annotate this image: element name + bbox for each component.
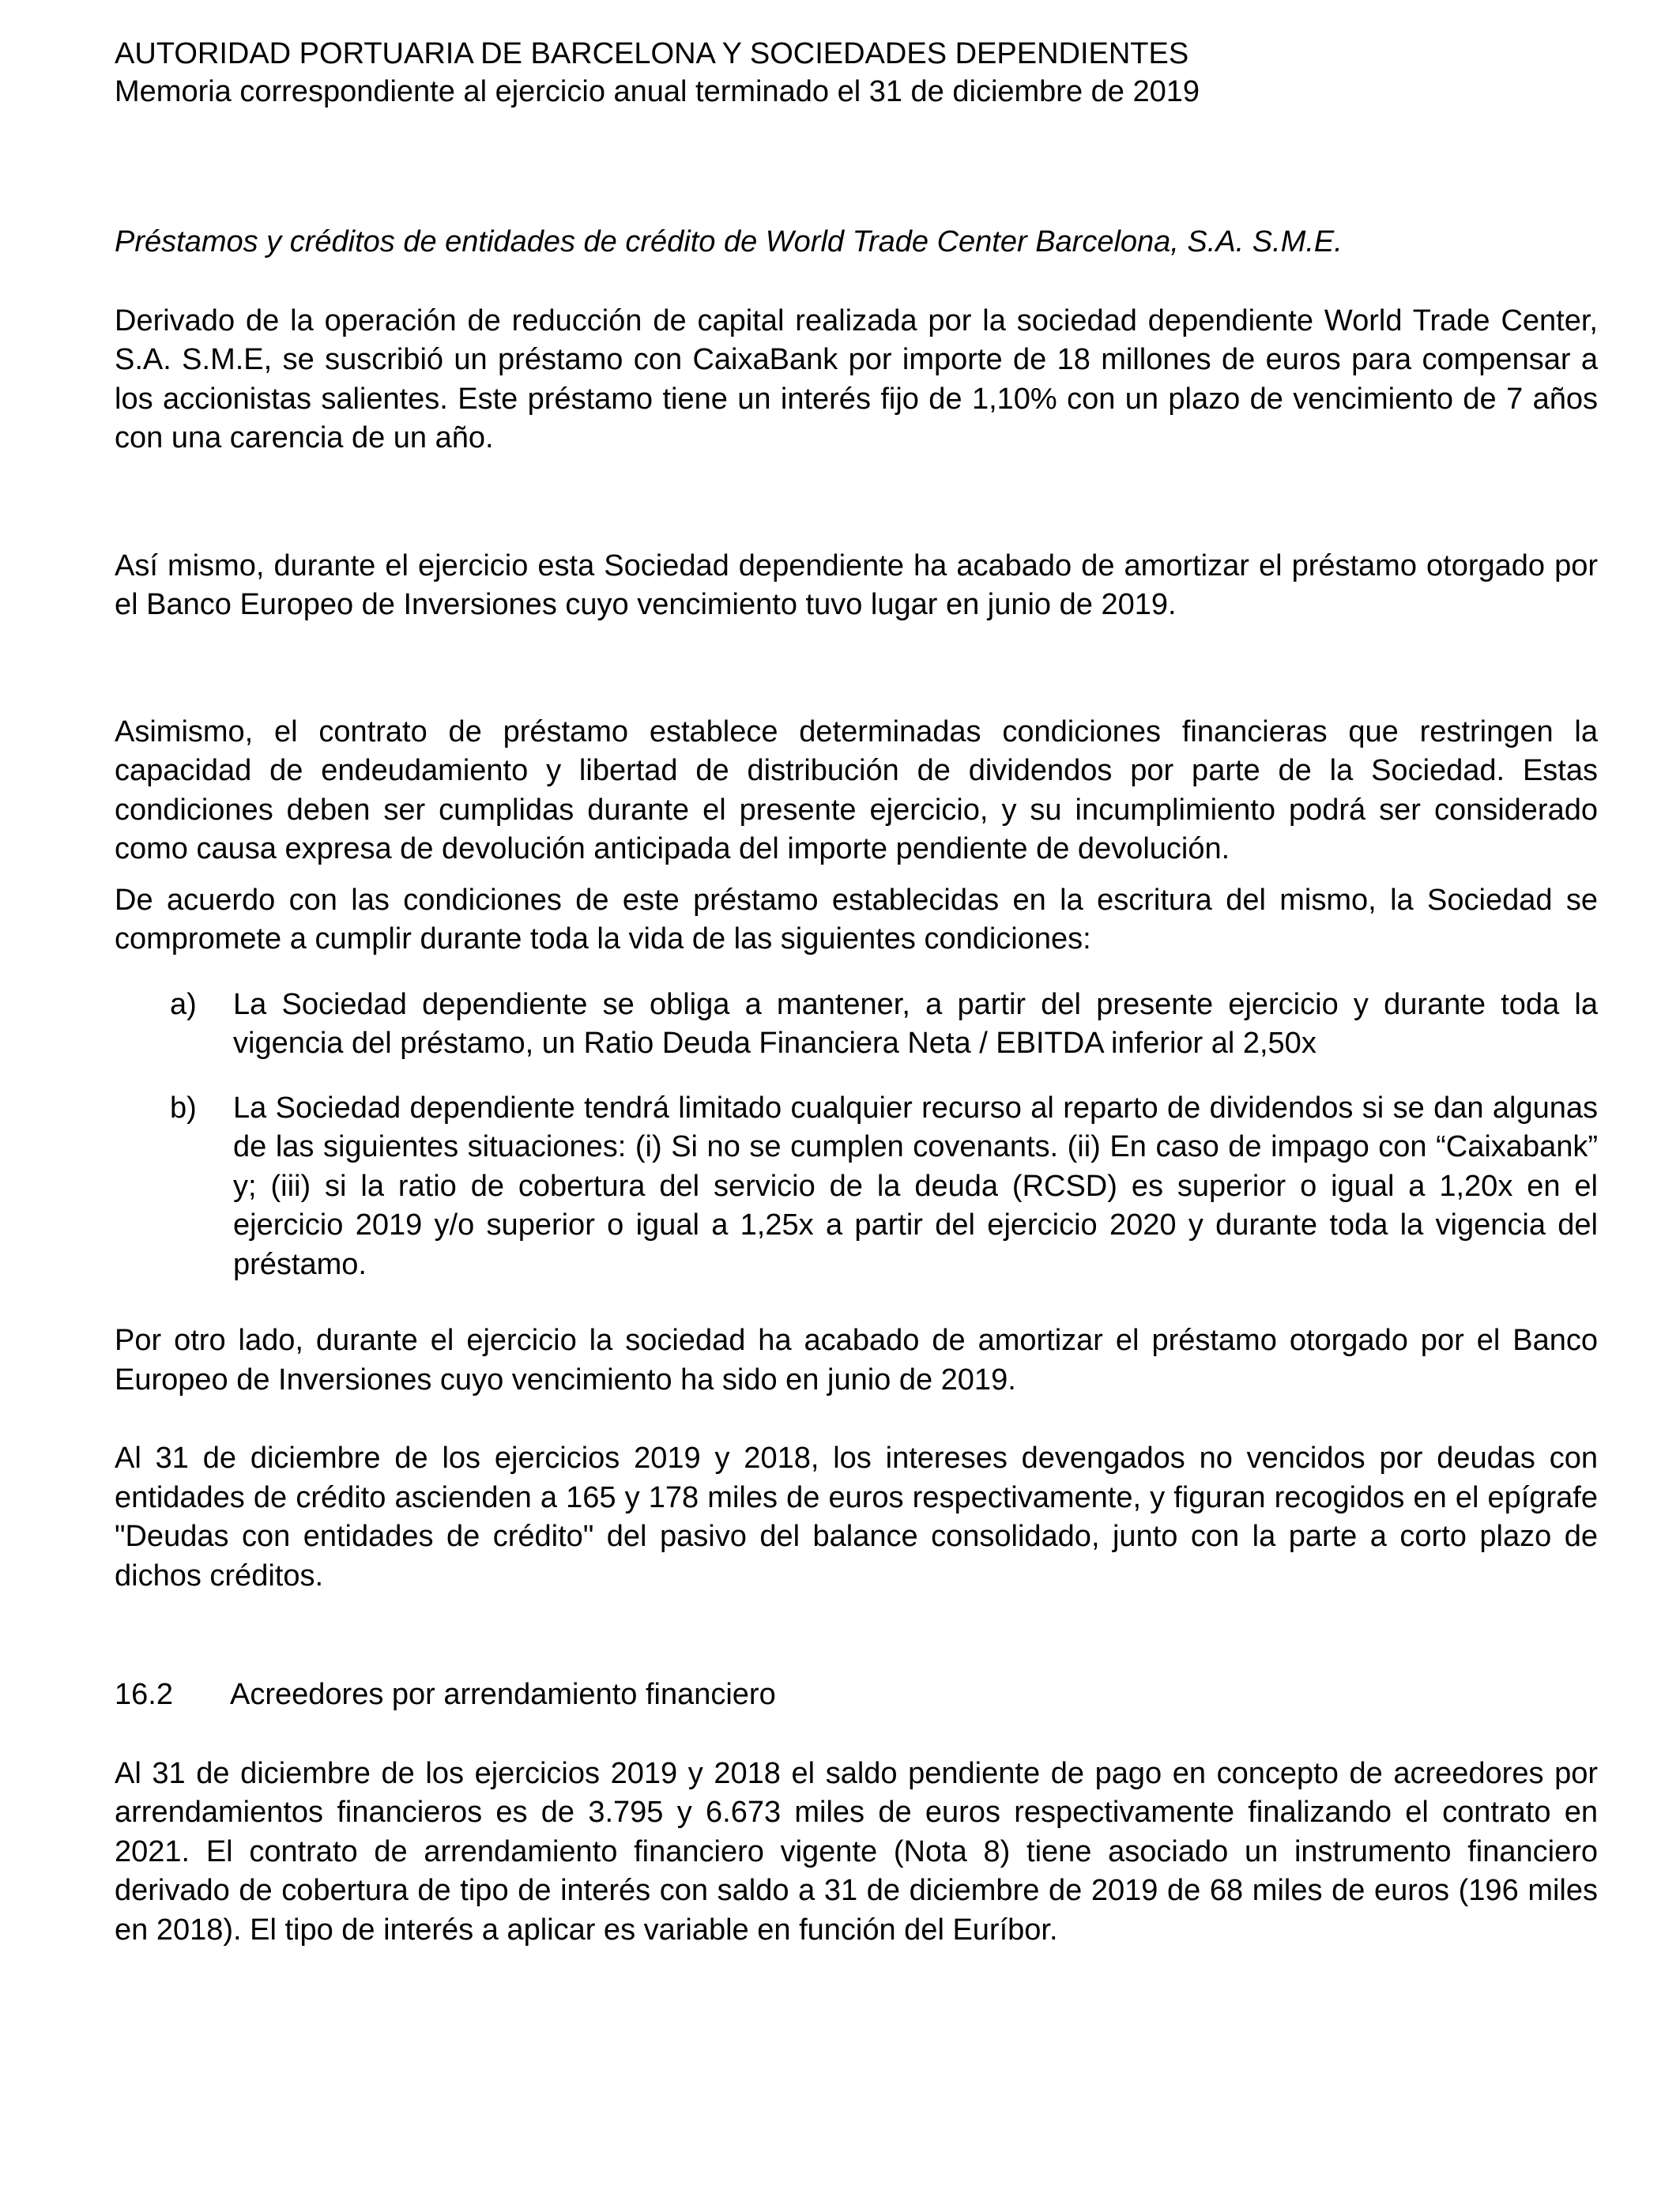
condition-item-b (115, 1089, 1598, 1285)
document-page (115, 35, 1598, 1950)
header-title: AUTORIDAD PORTUARIA DE BARCELONA Y SOCIEDADES DEPENDIENTES (115, 37, 1189, 70)
condition-text: La Sociedad dependiente se obliga a mantener, a partir del presente ejercicio y durante toda la vigencia del préstamo, un Ratio Deuda Financiera Neta / EBITDA inferior al 2,50x (233, 987, 1598, 1060)
condition-text: La Sociedad dependiente tendrá limitado cualquier recurso al reparto de dividendos si se dan algunas de las siguientes situaciones: (i) Si no se cumplen covenants. (ii) En caso de impago con “Caixabank” y; (iii) si la ratio de cobertura del servicio de la deuda (RCSD) es superior o igual a 1,20x en el ejercicio 2019 y/o superior o igual a 1,25x a partir del ejercicio 2020 y durante toda la vigencia del préstamo. (233, 1091, 1598, 1281)
paragraph-bei-loan: Así mismo, durante el ejercicio esta Sociedad dependiente ha acabado de amortizar el préstamo otorgado por el Banco Europeo de Inversiones cuyo vencimiento tuvo lugar en junio de 2019. (115, 548, 1598, 621)
list-marker: b) (170, 1091, 197, 1125)
section-heading-16-2 (115, 1676, 1598, 1715)
paragraph-accrued-interest: Al 31 de diciembre de los ejercicios 2019 y 2018, los intereses devengados no vencidos por deudas con entidades de crédito ascienden a 165 y 178 miles de euros respectivamente, y figuran recogidos en el epígrafe "Deudas con entidades de crédito" del pasivo del balance consolidado, junto con la parte a corto plazo de dichos créditos. (115, 1442, 1598, 1593)
paragraph-bei-amortization: Por otro lado, durante el ejercicio la sociedad ha acabado de amortizar el préstamo otorgado por el Banco Europeo de Inversiones cuyo vencimiento ha sido en junio de 2019. (115, 1324, 1598, 1397)
section-number: 16.2 (115, 1678, 173, 1711)
condition-item-a (115, 986, 1598, 1064)
list-marker: a) (170, 987, 197, 1021)
header-subtitle: Memoria correspondiente al ejercicio anual terminado el 31 de diciembre de 2019 (115, 75, 1200, 108)
paragraph-finance-lease: Al 31 de diciembre de los ejercicios 2019 y 2018 el saldo pendiente de pago en concepto de acreedores por arrendamientos financieros es de 3.795 y 6.673 miles de euros respectivamente finalizando el contrato en 2021. El contrato de arrendamiento financiero vigente (Nota 8) tiene asociado un instrumento financiero derivado de cobertura de tipo de interés con saldo a 31 de diciembre de 2019 de 68 miles de euros (196 miles en 2018). El tipo de interés a aplicar es variable en función del Euríbor. (115, 1756, 1598, 1947)
document-header (115, 35, 1598, 111)
paragraph-commitments: De acuerdo con las condiciones de este préstamo establecidas en la escritura del mismo, la Sociedad se compromete a cumplir durante toda la vida de las siguientes condiciones: (115, 883, 1598, 956)
section-subtitle: Préstamos y créditos de entidades de crédito de World Trade Center Barcelona, S.A. S.M.E. (115, 225, 1343, 258)
section-title: Acreedores por arrendamiento financiero (230, 1678, 776, 1711)
paragraph-loan-conditions: Asimismo, el contrato de préstamo establece determinadas condiciones financieras que restringen la capacidad de endeudamiento y libertad de distribución de dividendos por parte de la Sociedad. Estas condiciones deben ser cumplidas durante el presente ejercicio, y su incumplimiento podrá ser considerado como causa expresa de devolución anticipada del importe pendiente de devolución. (115, 714, 1598, 865)
paragraph-loan-caixabank: Derivado de la operación de reducción de capital realizada por la sociedad dependiente World Trade Center, S.A. S.M.E, se suscribió un préstamo con CaixaBank por importe de 18 millones de euros para compensar a los accionistas salientes. Este préstamo tiene un interés fijo de 1,10% con un plazo de vencimiento de 7 años con una carencia de un año. (115, 303, 1598, 454)
